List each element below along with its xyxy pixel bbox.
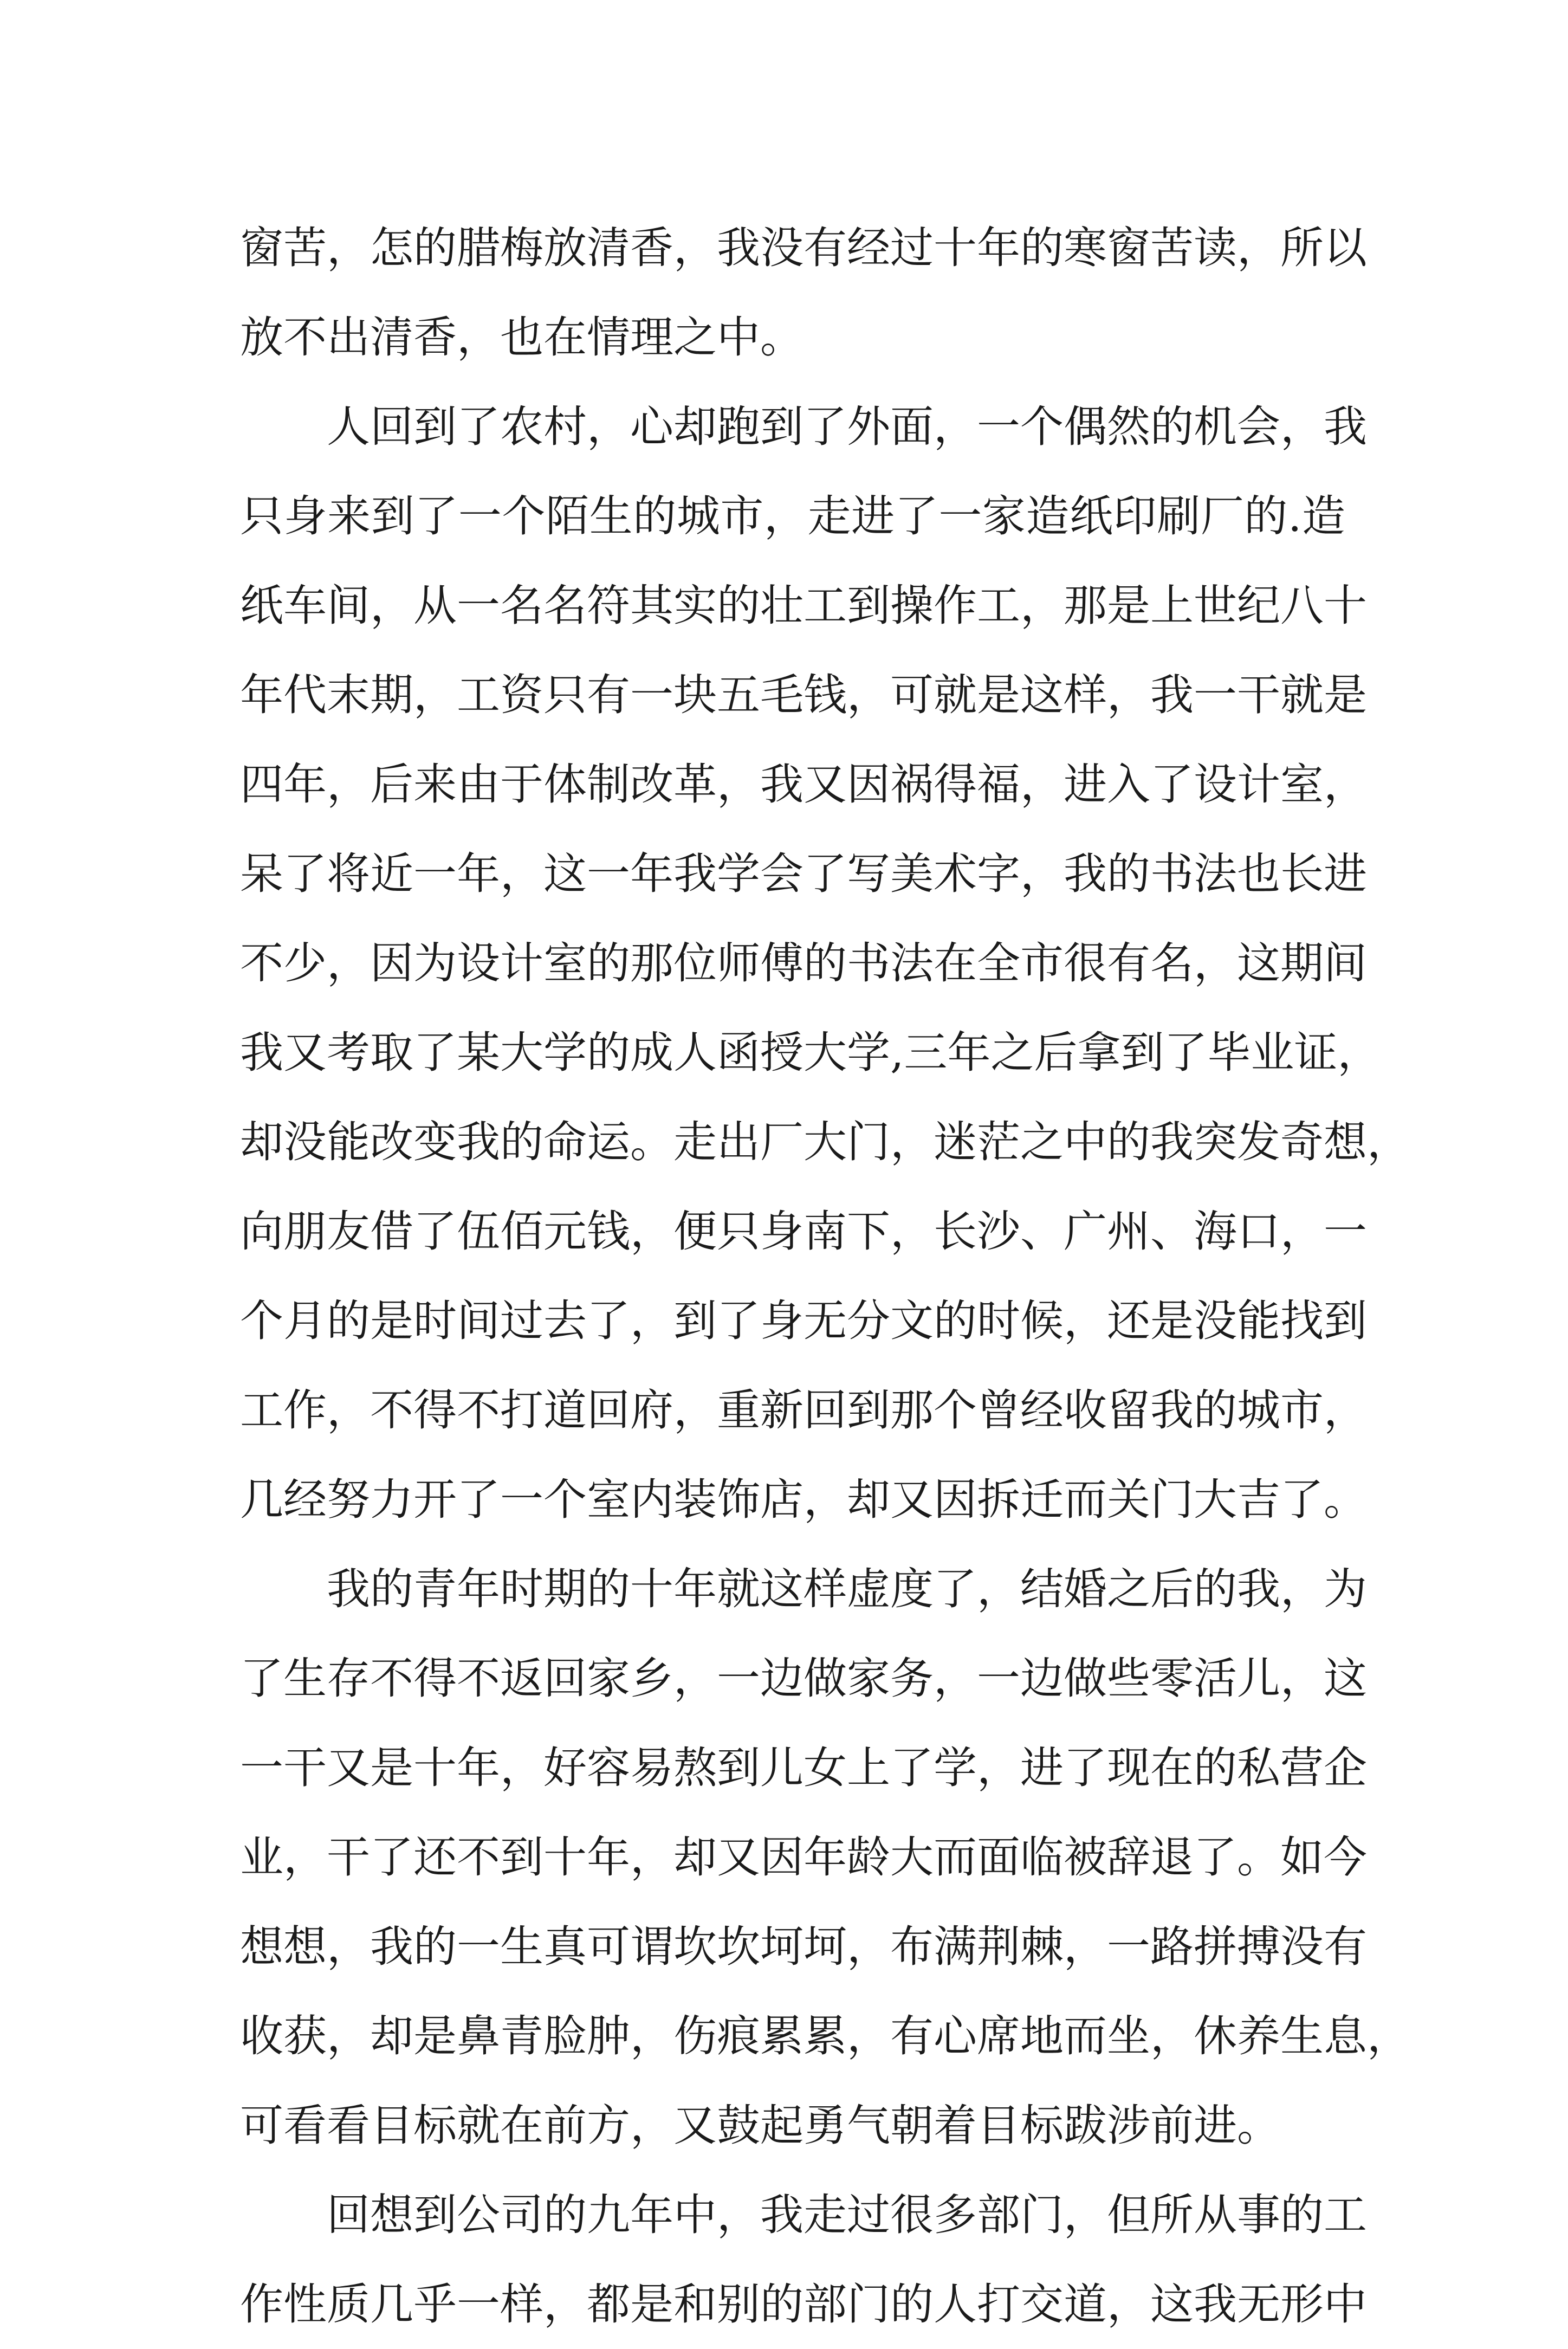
text-line: 年代末期，工资只有一块五毛钱，可就是这样，我一干就是: [240, 670, 1367, 720]
text-line: 作性质几乎一样，都是和别的部门的人打交道，这我无形中: [240, 2279, 1367, 2329]
text-line: 业，干了还不到十年，却又因年龄大而面临被辞退了。如今: [240, 1832, 1367, 1882]
text-line-paragraph-start: 回想到公司的九年中，我走过很多部门，但所从事的工: [327, 2190, 1367, 2240]
text-line: 想想，我的一生真可谓坎坎坷坷，布满荆棘，一路拼搏没有: [240, 1921, 1367, 1972]
text-line: 不少，因为设计室的那位师傅的书法在全市很有名，这期间: [240, 938, 1367, 988]
text-line: 可看看目标就在前方，又鼓起勇气朝着目标跋涉前进。: [240, 2100, 1280, 2151]
text-line: 窗苦，怎的腊梅放清香，我没有经过十年的寒窗苦读，所以: [240, 223, 1367, 273]
text-line: 收获，却是鼻青脸肿，伤痕累累，有心席地而坐，休养生息，: [240, 2011, 1410, 2061]
text-line: 个月的是时间过去了，到了身无分文的时候，还是没能找到: [240, 1296, 1367, 1346]
text-line: 了生存不得不返回家乡，一边做家务，一边做些零活儿，这: [240, 1653, 1367, 1704]
text-line-paragraph-start: 我的青年时期的十年就这样虚度了，结婚之后的我，为: [327, 1564, 1367, 1614]
text-line: 我又考取了某大学的成人函授大学,三年之后拿到了毕业证，: [240, 1027, 1381, 1078]
text-line: 只身来到了一个陌生的城市，走进了一家造纸印刷厂的.造: [240, 491, 1345, 541]
text-line: 放不出清香，也在情理之中。: [240, 312, 804, 363]
text-line: 工作，不得不打道回府，重新回到那个曾经收留我的城市，: [240, 1385, 1367, 1435]
text-line: 几经努力开了一个室内装饰店，却又因拆迁而关门大吉了。: [240, 1474, 1367, 1525]
text-line: 一干又是十年，好容易熬到儿女上了学，进了现在的私营企: [240, 1743, 1367, 1793]
text-line: 呆了将近一年，这一年我学会了写美术字，我的书法也长进: [240, 849, 1367, 899]
text-line: 纸车间，从一名名符其实的壮工到操作工，那是上世纪八十: [240, 580, 1367, 631]
body-text: [240, 203, 1410, 2349]
text-line: 四年，后来由于体制改革，我又因祸得福，进入了设计室，: [240, 759, 1367, 810]
text-line: 向朋友借了伍佰元钱，便只身南下，长沙、广州、海口，一: [240, 1206, 1367, 1257]
text-line-paragraph-start: 人回到了农村，心却跑到了外面，一个偶然的机会，我: [327, 402, 1367, 452]
text-line: 却没能改变我的命运。走出厂大门，迷茫之中的我突发奇想，: [240, 1117, 1410, 1167]
